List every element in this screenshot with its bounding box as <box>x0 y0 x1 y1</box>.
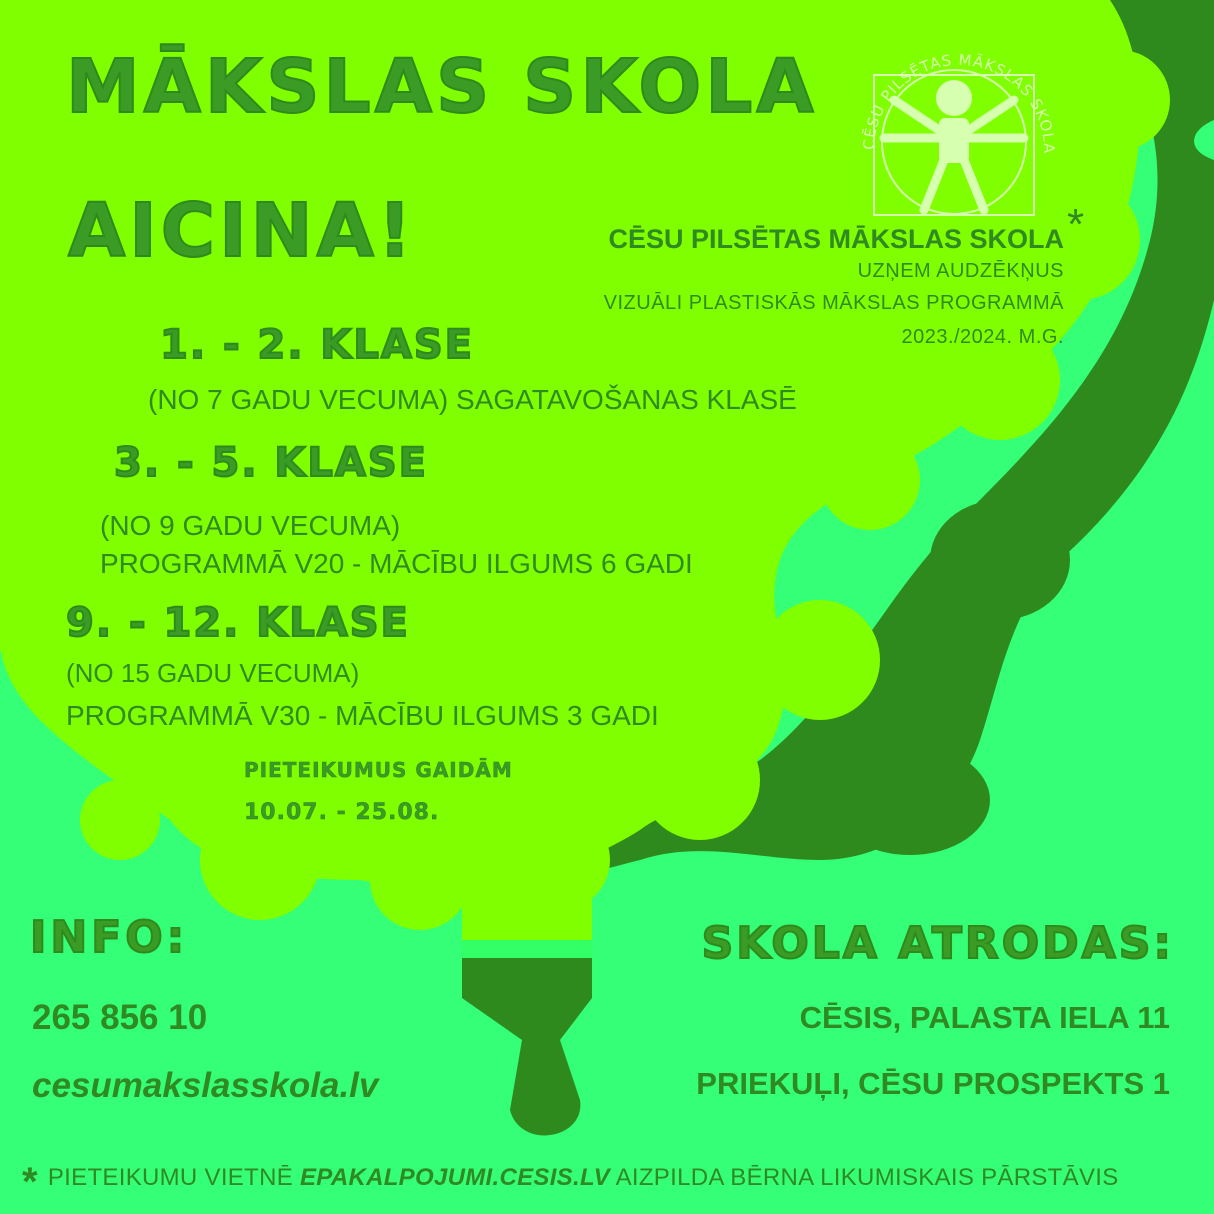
logo-ring-text: CĒSU PILSĒTAS MĀKSLAS SKOLA <box>859 50 1059 155</box>
class-1-title: 1. - 2. KLASE <box>160 322 475 368</box>
class-1-desc: (NO 7 GADU VECUMA) SAGATAVOŠANAS KLASĒ <box>148 384 797 415</box>
location-address-2: PRIEKUĻI, CĒSU PROSPEKTS 1 <box>696 1066 1170 1101</box>
school-name: CĒSU PILSĒTAS MĀKSLAS SKOLA <box>608 224 1064 254</box>
class-3-desc-1: (NO 15 GADU VECUMA) <box>66 658 360 688</box>
heading-line-1: MĀKSLAS SKOLA <box>66 44 818 130</box>
footer-text-before: PIETEIKUMU VIETNĒ <box>47 1164 294 1191</box>
footer-asterisk: * <box>22 1160 38 1204</box>
class-3-desc-2: PROGRAMMĀ V30 - MĀCĪBU ILGUMS 3 GADI <box>66 700 659 731</box>
class-2-desc-1: (NO 9 GADU VECUMA) <box>100 510 401 541</box>
class-2-title: 3. - 5. KLASE <box>114 440 429 486</box>
school-logo <box>844 20 1064 220</box>
location-label: SKOLA ATRODAS: <box>701 918 1174 969</box>
footer-link[interactable]: EPAKALPOJUMI.CESIS.LV <box>299 1164 610 1191</box>
paintbrush <box>462 880 592 1135</box>
application-label: PIETEIKUMUS GAIDĀM <box>244 758 513 782</box>
info-phone[interactable]: 265 856 10 <box>32 998 208 1037</box>
info-label: INFO: <box>30 912 189 963</box>
application-dates: 10.07. - 25.08. <box>244 800 440 825</box>
class-2-desc-2: PROGRAMMĀ V20 - MĀCĪBU ILGUMS 6 GADI <box>100 548 693 579</box>
footer-text-after: AIZPILDA BĒRNA LIKUMISKAIS PĀRSTĀVIS <box>615 1164 1119 1191</box>
school-subtitle-1: UZŅEM AUDZĒKŅUS <box>857 260 1064 282</box>
info-website-link[interactable]: cesumakslasskola.lv <box>32 1066 379 1105</box>
school-subtitle-2: VIZUĀLI PLASTISKĀS MĀKSLAS PROGRAMMĀ <box>603 292 1064 314</box>
class-3-title: 9. - 12. KLASE <box>66 600 410 646</box>
footer-note <box>22 1160 1119 1205</box>
location-address-1: CĒSIS, PALASTA IELA 11 <box>799 1000 1170 1035</box>
school-asterisk: * <box>1067 200 1085 249</box>
heading-line-2: AICINA! <box>68 188 416 274</box>
school-year: 2023./2024. M.G. <box>901 326 1064 348</box>
